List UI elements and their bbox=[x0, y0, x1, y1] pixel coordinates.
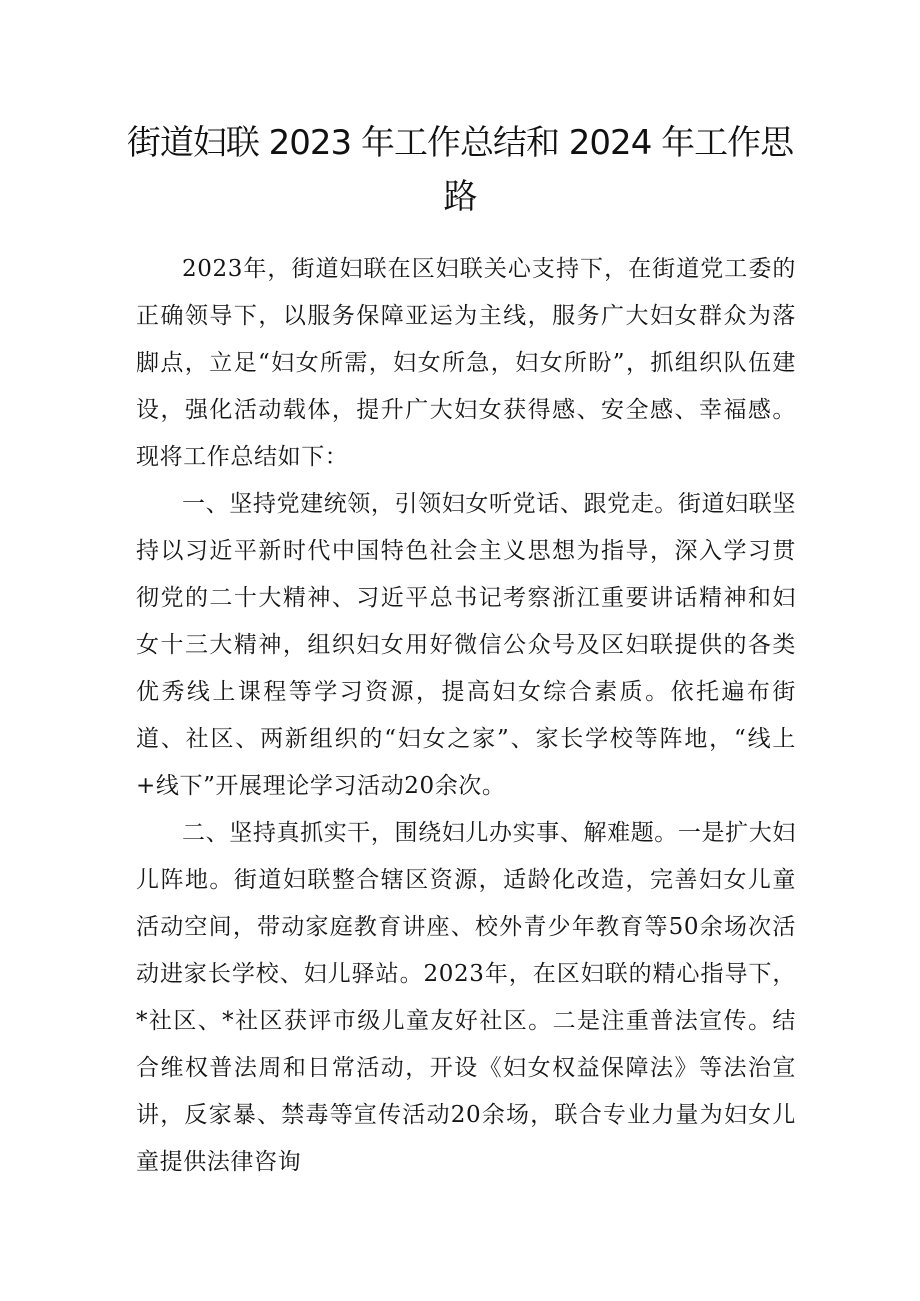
document-body bbox=[136, 246, 796, 1186]
paragraph-intro: 2023年，街道妇联在区妇联关心支持下，在街道党工委的正确领导下，以服务保障亚运为主线，服务广大妇女群众为落脚点，立足“妇女所需，妇女所急，妇女所盼”，抓组织队伍建设，强化活动载体，提升广大妇女获得感、安全感、幸福感。现将工作总结如下： bbox=[136, 256, 796, 470]
document-title: 街道妇联 2023 年工作总结和 2024 年工作思路 bbox=[126, 123, 794, 217]
paragraph-section-one: 一、坚持党建统领，引领妇女听党话、跟党走。街道妇联坚持以习近平新时代中国特色社会主义思想为指导，深入学习贯彻党的二十大精神、习近平总书记考察浙江重要讲话精神和妇女十三大精神，组织妇女用好微信公众号及区妇联提供的各类优秀线上课程等学习资源，提高妇女综合素质。依托遍布街道、社区、两新组织的“妇女之家”、家长学校等阵地，“线上+线下”开展理论学习活动20余次。 bbox=[136, 491, 796, 799]
paragraph-section-two: 二、坚持真抓实干，围绕妇儿办实事、解难题。一是扩大妇儿阵地。街道妇联整合辖区资源，适龄化改造，完善妇女儿童活动空间，带动家庭教育讲座、校外青少年教育等50余场次活动进家长学校、妇儿驿站。2023年，在区妇联的精心指导下，*社区、*社区获评市级儿童友好社区。二是注重普法宣传。结合维权普法周和日常活动，开设《妇女权益保障法》等法治宣讲，反家暴、禁毒等宣传活动20余场，联合专业力量为妇女儿童提供法律咨询 bbox=[136, 820, 796, 1175]
